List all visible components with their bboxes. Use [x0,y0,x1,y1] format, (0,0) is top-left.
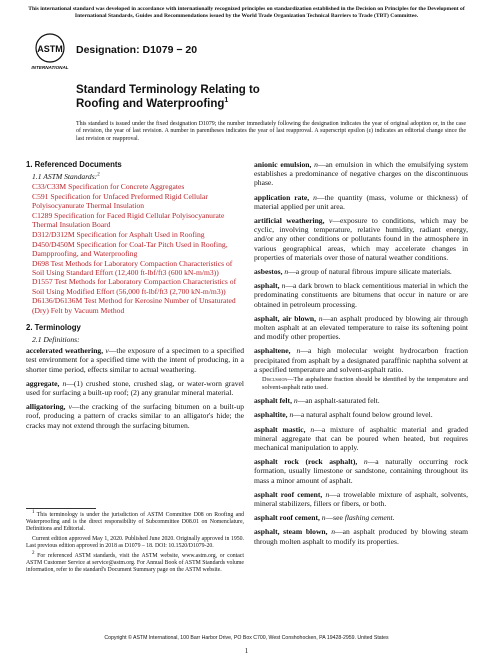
term-part-of-speech: n [310,424,315,434]
terms-list-left [26,346,244,430]
term-definition [254,425,468,453]
reference-item [26,211,244,229]
footnote-text: This terminology is under the jurisdiction of ASTM Committee D08 on Roofing and Waterproofing and is the direct responsibility of Subcommittee D08.01 on Nomenclature, Definitions and Editorial. [26,512,244,532]
referenced-documents-list [26,182,244,314]
term-name: asphalt, steam blown, [254,527,328,537]
term-definition [254,527,468,545]
right-column [254,160,468,551]
document-title [76,83,436,111]
reference-title-link[interactable]: Specification for Asphalt Used in Roofing [76,229,205,239]
reference-code-link[interactable]: D450/D450M [32,239,75,249]
reference-code-link[interactable]: D312/D312M [32,229,75,239]
term-name: aggregate, [26,378,60,388]
term-definition [254,314,468,342]
title-line-2 [76,97,436,111]
term-part-of-speech: n [318,313,323,323]
footnote-divider [26,508,96,509]
discussion-text: —The asphaltene fraction should be identified by the temperature and solvent-asphalt ratio used. [262,376,468,391]
astm-logo-icon [30,31,70,71]
term-part-of-speech: n [296,346,301,356]
term-definition [254,281,468,309]
title-line-1: Standard Terminology Relating to [76,84,260,96]
reference-code-link[interactable]: C591 [32,192,49,202]
term-definition [254,490,468,508]
term-definition [26,402,244,430]
term-definition [254,396,468,405]
term-name: asbestos, [254,267,283,277]
copyright: Copyright © ASTM International, 100 Barr Harbor Drive, PO Box C700, West Conshohocken, PA 19428-2959. United States [104,635,389,641]
footnote-text: For referenced ASTM standards, visit the ASTM website, www.astm.org, or contact ASTM Customer Service at service@astm.org. For Annual Book of ASTM Standards volume information, refer to the standard's Document Summary page on the ASTM website. [26,553,244,573]
term-definition-text: —the cracking of the surfacing bitumen on a built-up roof, producing a pattern of cracks similar to an alligator's hide; the cracks may not extend through the surfacing bitumen. [26,402,244,430]
term-definition [254,193,468,211]
term-definition-text: —an asphalt produced by blowing steam through molten asphalt to modify its properties. [254,527,468,546]
footnote-number: 1 [32,510,35,516]
title-footnote-marker: 1 [224,97,229,105]
reference-item [26,182,244,191]
svg-text:INTERNATIONAL: INTERNATIONAL [31,65,69,70]
reference-item [26,259,244,277]
left-column [26,160,244,435]
term-definition [254,513,468,522]
section-2-heading: 2. Terminology [26,322,81,332]
term-name: accelerated weathering, [26,346,104,356]
term-definition-text: —the quantity (mass, volume or thickness) of material applied per unit area. [254,192,469,211]
reference-title-link[interactable]: Specification for Faced Rigid Cellular Polyisocyanurate Thermal Insulation Board [32,211,225,230]
terms-list-right [254,160,468,546]
footnote [26,553,244,574]
term-part-of-speech: n [284,267,289,277]
reference-item [26,277,244,295]
term-name: asphalt roof cement, [254,489,323,499]
term-definition-text: —exposure to conditions, which may be cyclic, involving temperature, relative humidity, radiant energy, and/or any other conditions or pollutants found in the atmosphere in various geographical areas, which may accelerate changes in properties of materials over those of natural weather conditions. [254,216,468,262]
term-definition [254,346,468,374]
discussion-label: Discussion [262,376,288,384]
term-part-of-speech: n [313,192,317,202]
term-name: asphalt felt, [254,396,292,406]
term-name: asphalt rock (rock asphalt), [254,457,358,467]
section-1-heading: 1. Referenced Documents [26,160,122,169]
term-definition-text: —see [325,513,345,523]
term-definition [254,410,468,419]
term-definition [254,216,468,262]
term-part-of-speech: n [62,378,67,388]
reference-title-link[interactable]: Test Method for Kerosine Number of Unsaturated (Dry) Felt by Vacuum Method [32,296,236,315]
reference-title-link[interactable]: Test Methods for Laboratory Compaction Characteristics of Soil Using Standard Effort (12,400 ft-lbf/ft3 (600 kN-m/m3)) [32,258,233,277]
footnote-number: 2 [32,551,35,557]
reference-code-link[interactable]: D698 [32,258,49,268]
term-part-of-speech: v [328,216,333,226]
term-definition [254,457,468,485]
section-2-1: 2.1 Definitions: [32,334,80,344]
term-name: anionic emulsion, [254,160,312,169]
reference-code-link[interactable]: D6136/D6136M [32,296,83,306]
reference-item [26,192,244,210]
term-part-of-speech: n [321,513,326,523]
reference-item [26,296,244,314]
reference-title-link[interactable]: Specification for Concrete Aggregates [68,182,185,192]
term-name: application rate, [254,192,310,202]
preamble: This standard is issued under the fixed designation D1079; the number immediately following the designation indicates the year of original adoption or, in the case of revision, the year of last revision. A number in parentheses indicates the year of last reapproval. A superscript epsilon (ε) indicates an editorial change since the last revision or reapproval. [76,121,466,142]
section-1-1-label: 1.1 ASTM Standards: [32,172,98,182]
page-number: 1 [244,647,249,655]
term-part-of-speech: n [331,527,336,537]
term-definition [26,379,244,397]
term-name: alligatoring, [26,402,66,412]
term-definition-text: —an asphalt produced by blowing air through molten asphalt at an elevated temperature to raise its softening point and modify other properties. [254,313,468,342]
term-definition-text: —a mixture of asphaltic material and graded mineral aggregate that can be poured when heated, but requires mechanical manipulation to apply. [254,424,468,453]
term-part-of-speech: v [105,346,109,356]
svg-text:ASTM: ASTM [37,44,63,54]
reference-code-link[interactable]: C1289 [32,211,53,221]
term-definition [26,346,244,374]
term-part-of-speech: n [325,489,330,499]
term-definition-text: —the exposure of a specimen to a specified test environment for a specified time with the intent of producing, in a shorter time period, effects similar to actual weathering. [26,346,245,374]
term-definition [254,267,468,276]
term-name: asphalt, air blown, [254,313,316,323]
term-name: asphalt mastic, [254,424,306,434]
term-name: asphalt roof cement, [254,513,320,523]
footnotes [26,512,244,577]
term-definition [254,160,468,188]
reference-item [26,240,244,258]
footnote [26,512,244,533]
section-1-1 [26,172,244,181]
reference-item [26,230,244,239]
title-line-2-text: Roofing and Waterproofing [76,98,225,110]
term-definition-text: —a dark brown to black cementitious material in which the predominating constituents are bitumens that occur in nature or are obtained in petroleum processing. [254,281,468,309]
footnote [26,536,244,550]
term-definition-text: —an emulsion in which the emulsifying system establishes a predominance of negative charges on the discontinuous phase. [254,160,468,188]
term-name: asphaltene, [254,346,291,356]
term-name: asphaltite, [254,410,288,420]
term-definition-text: —(1) crushed stone, crushed slag, or water-worn gravel used for surfacing a built-up roof; (2) any granular mineral material. [26,378,244,397]
term-part-of-speech: n [363,457,368,467]
term-name: asphalt, [254,281,280,291]
term-definition-text: —a natural asphalt found below ground level. [293,410,433,420]
term-definition-text: —an asphalt-saturated felt. [297,396,380,406]
section-1-1-footnote-marker: 2 [97,172,100,178]
term-definition-text: —a naturally occurring rock formation, usually limestone or sandstone, containing throughout its mass a minor amount of asphalt. [254,457,468,485]
term-part-of-speech: n [314,160,318,169]
standards-notice: This international standard was developed in accordance with internationally recognized principles on standardization established in the Decision on Principles for the Development of International Standards, Guides and Recommendations issued by the World Trade Organization Technical Barriers to Trade (TBT) Committee. [28,6,465,19]
term-discussion [254,376,468,391]
designation: Designation: D1079 − 20 [76,44,198,56]
term-definition-text: —a trowelable mixture of asphalt, solvents, mineral stabilizers, fillers or fibers, or both. [254,489,468,509]
term-part-of-speech: v [68,402,72,412]
term-cross-reference: flashing cement [344,513,393,523]
reference-title-link[interactable]: Specification for Unfaced Preformed Rigid Cellular Polyisocyanurate Thermal Insulation [32,192,208,211]
reference-code-link[interactable]: D1557 [32,277,53,287]
term-part-of-speech: n [281,281,286,291]
footnote-text: Current edition approved May 1, 2020. Published June 2020. Originally approved in 1950. Last previous edition approved in 2018 as D1079 – 18. DOI: 10.1520/D1079-20. [26,536,244,549]
term-part-of-speech: n [289,410,294,420]
term-definition-text: —a group of natural fibrous impure silicate materials. [288,267,452,277]
term-name: artificial weathering, [254,216,325,226]
term-definition-end: . [392,513,395,523]
term-part-of-speech: n [293,396,298,406]
term-definition-text: —a high molecular weight hydrocarbon fraction precipitated from asphalt by a designated paraffinic naphtha solvent at a specified temperature and solvent-asphalt ratio. [254,346,468,374]
reference-code-link[interactable]: C33/C33M [32,182,67,192]
reference-title-link[interactable]: Test Methods for Laboratory Compaction Characteristics of Soil Using Modified Effort (56,000 ft-lbf/ft3 (2,700 kN-m/m3)) [32,277,237,296]
reference-title-link[interactable]: Specification for Coal-Tar Pitch Used in Roofing, Dampproofing, and Waterproofing [32,239,228,258]
